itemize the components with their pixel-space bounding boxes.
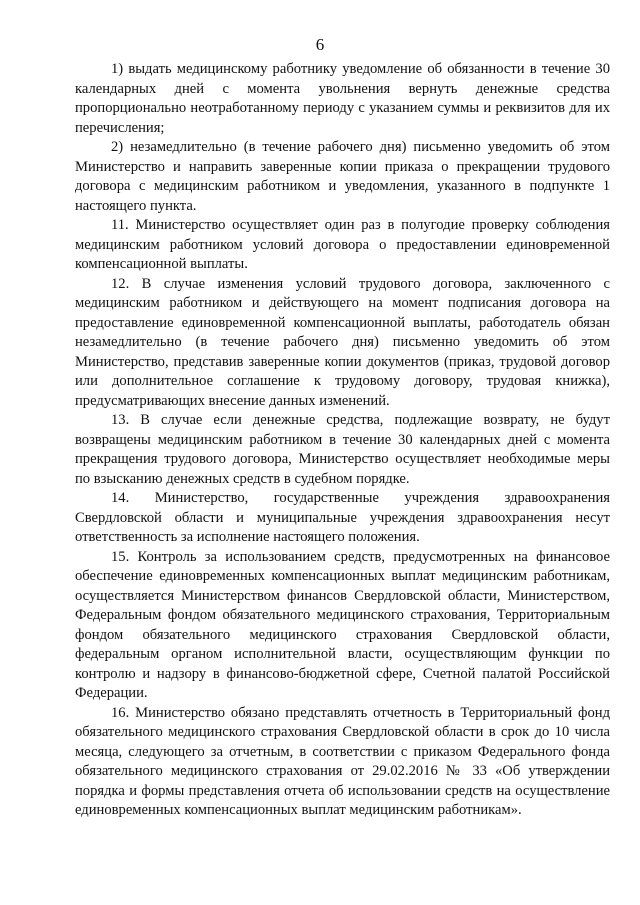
paragraph-subitem-1: 1) выдать медицинскому работнику уведомление об обязанности в течение 30 календарных дней с момента увольнения вернуть денежные средства пропорционально неотработанному периоду с указанием суммы и реквизитов для их перечисления; — [75, 61, 610, 136]
paragraph-15: 15. Контроль за использованием средств, предусмотренных на финансовое обеспечение единовременных компенсационных выплат медицинским работникам, осуществляется Министерством финансов Свердловской области, Министерством, Федеральным фондом обязательного медицинского страхования, Территориальным фондом обязательного медицинского страхования Свердловской области, федеральным органом исполнительной власти, осуществляющим функции по контролю и надзору в финансово-бюджетной сфере, Счетной палатой Российской Федерации. — [75, 548, 610, 701]
paragraph-14: 14. Министерство, государственные учреждения здравоохранения Свердловской области и муниципальные учреждения здравоохранения несут ответственность за исполнение настоящего положения. — [75, 490, 610, 545]
paragraph-13: 13. В случае если денежные средства, подлежащие возврату, не будут возвращены медицинским работником в течение 30 календарных дней с момента прекращения трудового договора, Министерство осуществляет необходимые меры по взысканию денежных средств в судебном порядке. — [75, 412, 610, 487]
page-number: 6 — [315, 35, 325, 54]
document-body — [75, 60, 610, 821]
paragraph-12: 12. В случае изменения условий трудового договора, заключенного с медицинским работником и действующего на момент подписания договора на предоставление единовременной компенсационной выплаты, работодатель обязан незамедлительно (в течение рабочего дня) письменно уведомить об этом Министерство, представив заверенные копии документов (приказ, трудовой договор или дополнительное соглашение к трудовому договору, трудовая книжка), предусматривающих внесение данных изменений. — [75, 275, 610, 409]
paragraph-16: 16. Министерство обязано представлять отчетность в Территориальный фонд обязательного медицинского страхования Свердловской области в срок до 10 числа месяца, следующего за отчетным, в соответствии с приказом Федерального фонда обязательного медицинского страхования от 29.02.2016 № 33 «Об утверждении порядка и формы представления отчета об использовании средств на осуществление единовременных компенсационных выплат медицинским работникам». — [75, 704, 610, 818]
paragraph-subitem-2: 2) незамедлительно (в течение рабочего дня) письменно уведомить об этом Министерство и направить заверенные копии приказа о прекращении трудового договора с медицинским работником и уведомления, указанного в подпункте 1 настоящего пункта. — [75, 139, 610, 214]
paragraph-11: 11. Министерство осуществляет один раз в полугодие проверку соблюдения медицинским работником условий договора о предоставлении единовременной компенсационной выплаты. — [75, 217, 610, 272]
